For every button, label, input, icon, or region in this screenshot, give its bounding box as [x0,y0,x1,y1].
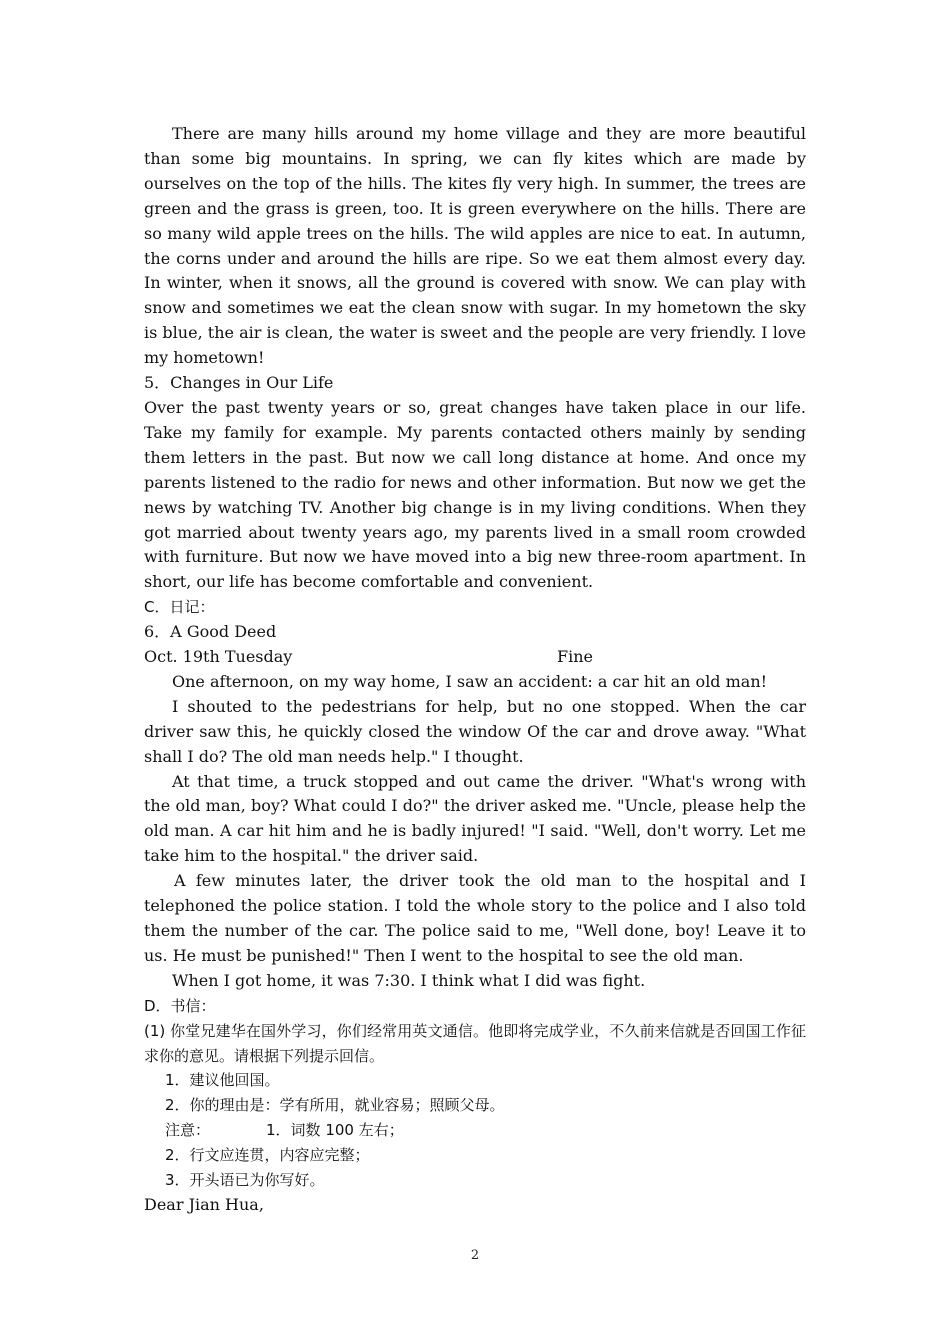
diary-paragraph-3: At that time, a truck stopped and out came the driver. "What's wrong with the old man, boy? What could I do?" the driver asked me. "Uncle, please help the old man. A car hit him and he is badly injured! "I said. "Well, don't worry. Let me take him to the hospital." the driver said. [144,771,806,866]
diary-paragraph-5: When I got home, it was 7:30. I think what I did was fight. [172,970,646,990]
changes-paragraph: Over the past twenty years or so, great changes have taken place in our life. Take my family for example. My parents contacted others mainly by sending them letters in the past. But now we call long distance at home. And once my parents listened to the radio for news and other information. But now we get the news by watching TV. Another big change is in my living conditions. When they got married about twenty years ago, my parents lived in a small room crowded with furniture. But now we have moved into a big new three-room apartment. In short, our life has become comfortable and convenient. [144,397,806,592]
letter-note-label: 注意： [165,1121,211,1140]
document-body [144,122,806,1218]
diary-heading: 6．A Good Deed [144,622,277,642]
letter-note-3: 3．开头语已为你写好。 [165,1171,325,1190]
letter-note-1: 1．词数 100 左右； [266,1121,404,1140]
letter-salutation: Dear Jian Hua, [144,1194,264,1214]
letter-prompt: (1) 你堂兄建华在国外学习，你们经常用英文通信。他即将完成学业，不久前来信就是否回国工作征求你的意见。请根据下列提示回信。 [144,1021,806,1065]
hometown-paragraph: There are many hills around my home village and they are more beautiful than some big mountains. In spring, we can fly kites which are made by ourselves on the top of the hills. The kites fly very high. In summer, the trees are green and the grass is green, too. It is green everywhere on the hills. There are so many wild apple trees on the hills. The wild apples are nice to eat. In autumn, the corns under and around the hills are ripe. So we eat them almost every day. In winter, when it snows, all the ground is covered with snow. We can play with snow and sometimes we eat the clean snow with sugar. In my hometown the sky is blue, the air is clean, the water is sweet and the people are very friendly. I love my hometown! [144,124,806,368]
diary-paragraph-2: I shouted to the pedestrians for help, but no one stopped. When the car driver saw this, he quickly closed the window Of the car and drove away. "What shall I do? The old man needs help." I thought. [144,696,806,766]
diary-weather: Fine [557,647,593,667]
letter-note-row [144,1118,806,1143]
page-number: 2 [470,1248,480,1263]
changes-heading: 5．Changes in Our Life [144,373,334,393]
diary-section-label: C．日记： [144,598,215,617]
diary-date: Oct. 19th Tuesday [144,647,293,667]
letter-section-label: D．书信： [144,996,216,1015]
diary-date-row [144,645,806,670]
diary-paragraph-1: One afternoon, on my way home, I saw an accident: a car hit an old man! [172,671,768,691]
letter-point-2: 2．你的理由是：学有所用，就业容易；照顾父母。 [165,1096,505,1115]
diary-paragraph-4: A few minutes later, the driver took the old man to the hospital and I telephoned the police station. I told the whole story to the police and I also told them the number of the car. The police said to me, "Well done, boy! Leave it to us. He must be punished!" Then I went to the hospital to see the old man. [144,871,806,965]
letter-note-2: 2．行文应连贯，内容应完整； [165,1146,370,1165]
letter-point-1: 1．建议他回国。 [165,1071,280,1090]
